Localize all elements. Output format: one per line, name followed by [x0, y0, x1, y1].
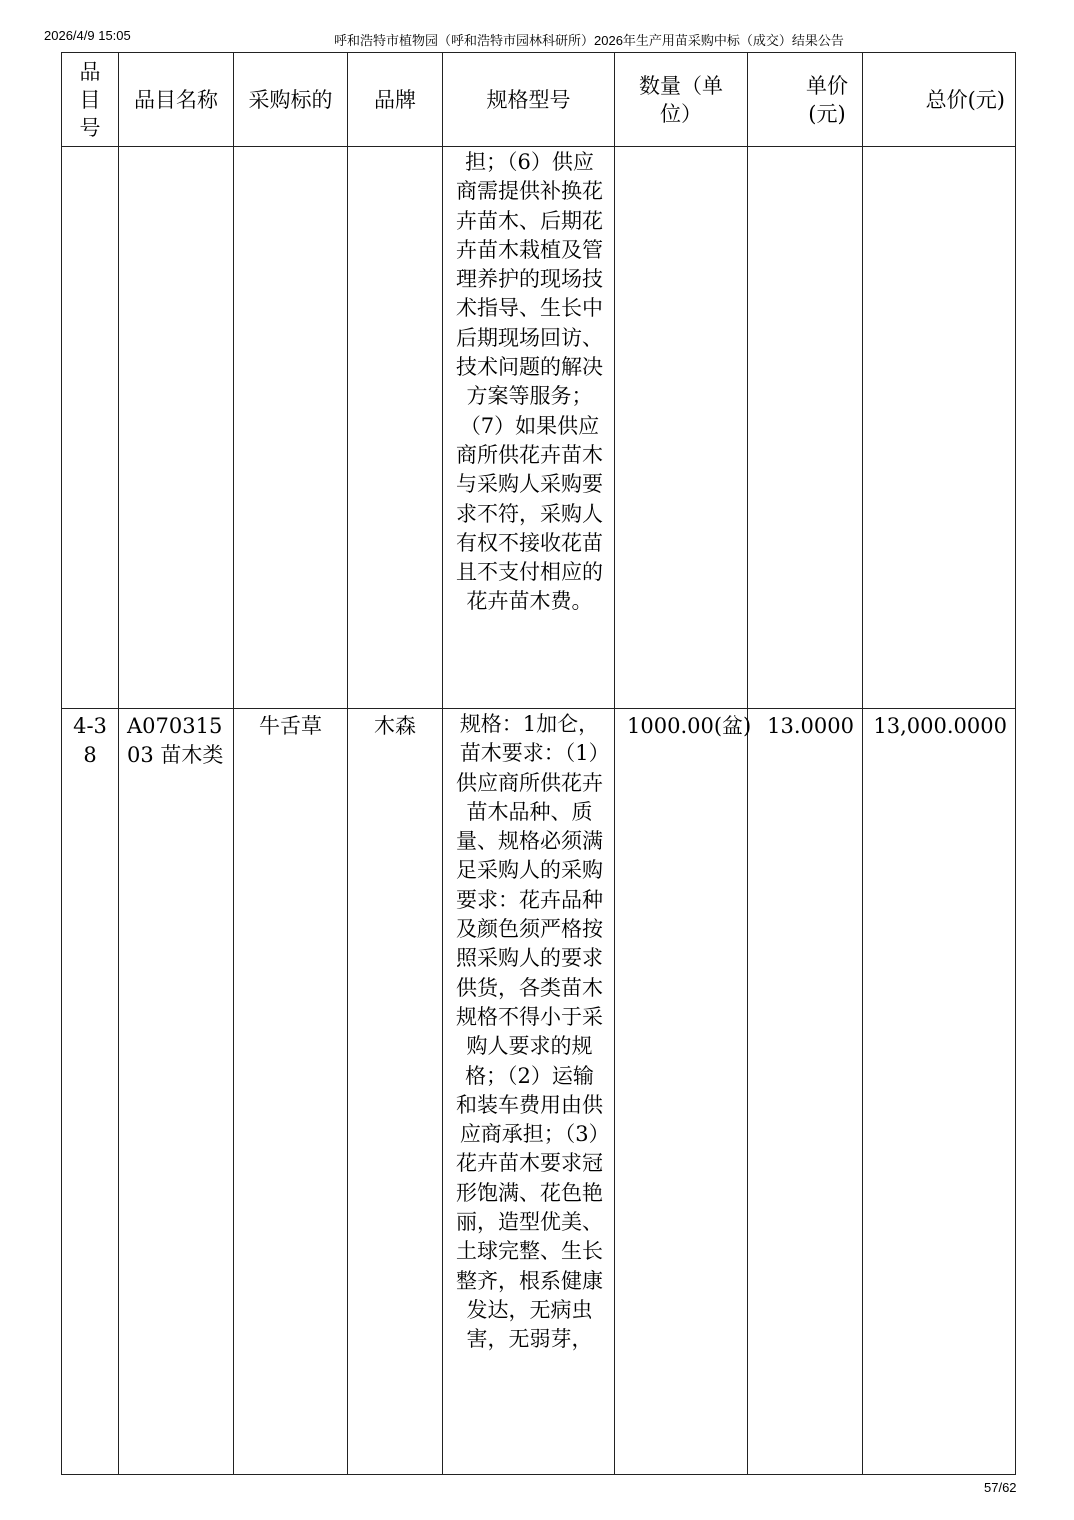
cell-quantity-unit: [615, 147, 748, 709]
cell-brand: [348, 147, 443, 709]
table-row: [62, 709, 1016, 1475]
cell-spec-model: 担；（6）供应商需提供补换花卉苗木、后期花卉苗木栽植及管理养护的现场技术指导、生长中后期现场回访、技术问题的解决方案等服务；（7）如果供应商所供花卉苗木与采购人采购要求不符，采购人有权不接收花苗且不支付相应的花卉苗木费。: [443, 147, 615, 709]
cell-total-price: 13,000.0000: [863, 709, 1016, 1475]
cell-unit-price: 13.0000: [748, 709, 863, 1475]
table-row: [62, 147, 1016, 709]
cell-item-no: [62, 147, 119, 709]
cell-spec-model: 规格：1加仑，苗木要求：（1）供应商所供花卉苗木品种、质量、规格必须满足采购人的采购要求：花卉品种及颜色须严格按照采购人的要求供货，各类苗木规格不得小于采购人要求的规格；（2）运输和装车费用由供应商承担；（3）花卉苗木要求冠形饱满、花色艳丽，造型优美、土球完整、生长整齐，根系健康发达，无病虫害，无弱芽，: [443, 709, 615, 1475]
cell-unit-price: [748, 147, 863, 709]
cell-quantity-unit: 1000.00(盆): [615, 709, 748, 1475]
table-header-row: [62, 53, 1016, 147]
header-total-price: 总价(元): [863, 53, 1016, 147]
header-unit-price: 单价(元): [748, 53, 863, 147]
header-item-no: 品目号: [62, 53, 119, 147]
header-brand: 品牌: [348, 53, 443, 147]
cell-item-name: [119, 147, 234, 709]
print-header: [44, 26, 1034, 46]
cell-procurement-object: [234, 147, 348, 709]
cell-item-name: A07031503 苗木类: [119, 709, 234, 1475]
award-result-table: [61, 52, 1016, 1475]
header-quantity-unit: 数量（单位）: [615, 53, 748, 147]
cell-brand: 木森: [348, 709, 443, 1475]
print-datetime: 2026/4/9 15:05: [44, 28, 131, 43]
document-title: 呼和浩特市植物园（呼和浩特市园林科研所）2026年生产用苗采购中标（成交）结果公告: [334, 33, 844, 48]
cell-item-no: 4-38: [62, 709, 119, 1475]
page-number: 57/62: [984, 1480, 1017, 1495]
header-spec-model: 规格型号: [443, 53, 615, 147]
header-item-name: 品目名称: [119, 53, 234, 147]
header-procurement-object: 采购标的: [234, 53, 348, 147]
cell-total-price: [863, 147, 1016, 709]
cell-procurement-object: 牛舌草: [234, 709, 348, 1475]
